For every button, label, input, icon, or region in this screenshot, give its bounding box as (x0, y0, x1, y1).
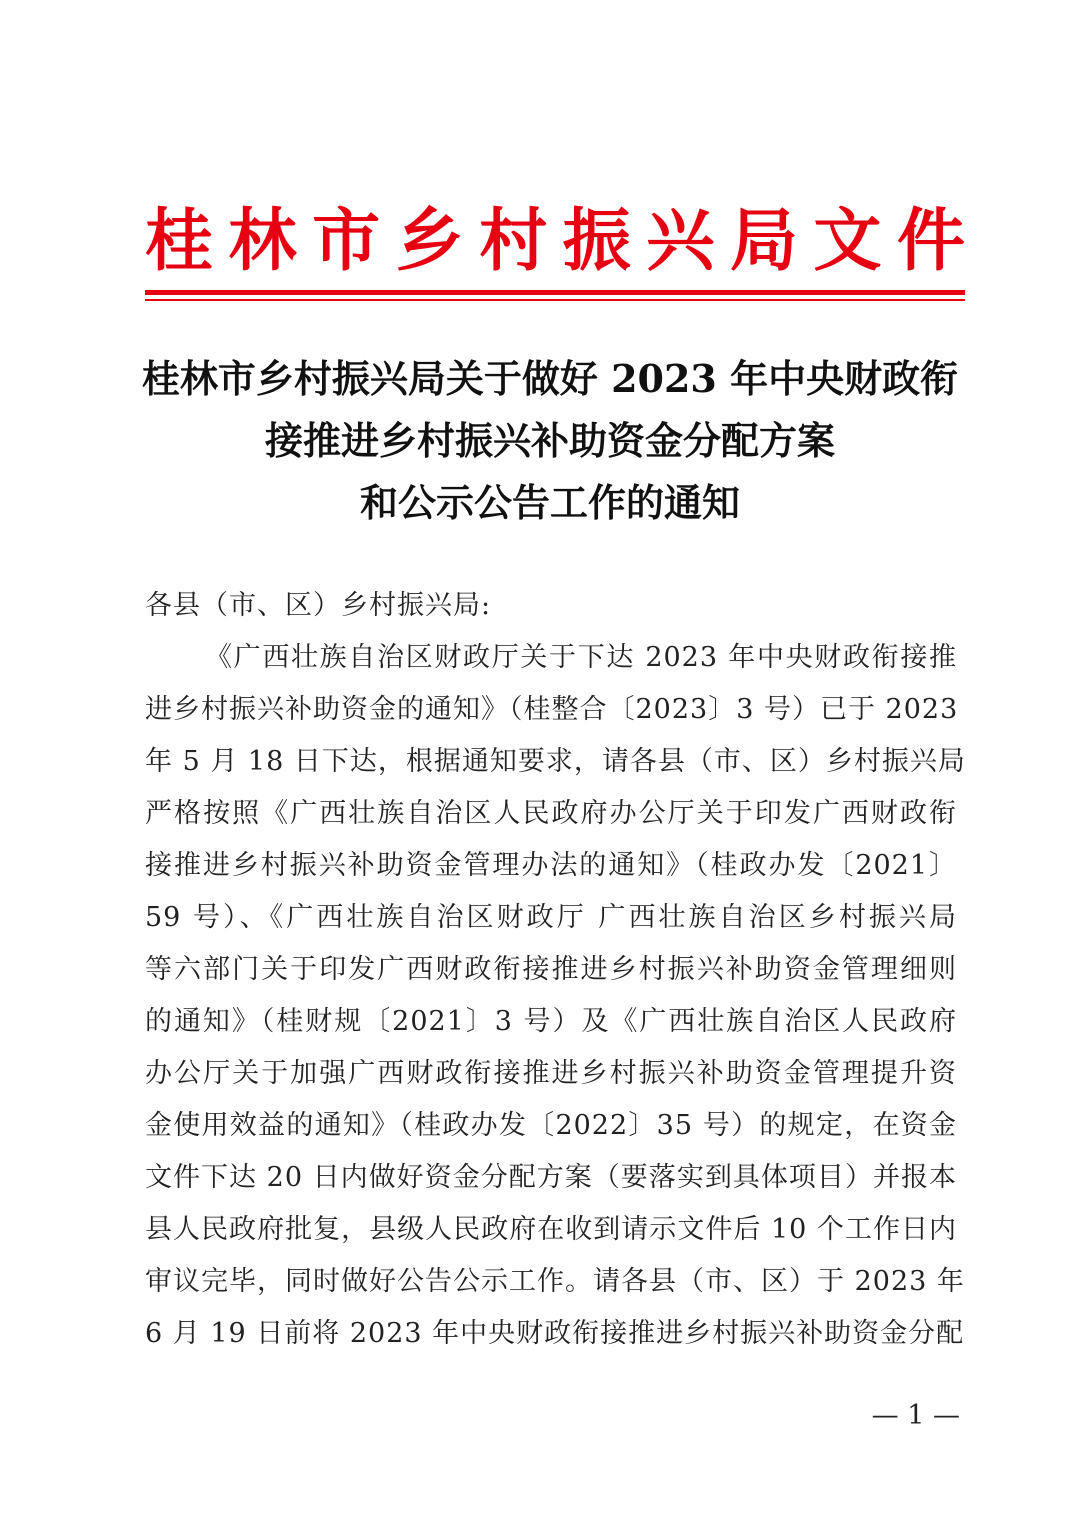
document-title-line-1: 桂林市乡村振兴局关于做好 2023 年中央财政衔 (141, 356, 959, 401)
body-line: 严格按照《广西壮族自治区人民政府办公厅关于印发广西财政衔 (145, 798, 957, 829)
body-line: 金使用效益的通知》（桂政办发〔2022〕35 号）的规定，在资金 (145, 1110, 957, 1141)
body-line: 接推进乡村振兴补助资金管理办法的通知》（桂政办发〔2021〕 (145, 850, 957, 881)
document-title-line-3: 和公示公告工作的通知 (359, 480, 740, 525)
red-header-rule-thick (145, 290, 965, 295)
body-line: 文件下达 20 日内做好资金分配方案（要落实到具体项目）并报本 (145, 1162, 957, 1193)
salutation: 各县（市、区）乡村振兴局: (145, 590, 492, 621)
body-line: 的通知》（桂财规〔2021〕3 号）及《广西壮族自治区人民政府 (145, 1006, 957, 1037)
red-header-rule-thin (145, 299, 965, 301)
body-line: 办公厅关于加强广西财政衔接推进乡村振兴补助资金管理提升资 (145, 1058, 957, 1089)
document-title-line-2: 接推进乡村振兴补助资金分配方案 (264, 418, 835, 463)
body-line: 等六部门关于印发广西财政衔接推进乡村振兴补助资金管理细则 (145, 954, 957, 985)
body-line: 审议完毕，同时做好公告公示工作。请各县（市、区）于 2023 年 (145, 1266, 965, 1297)
body-line: 59 号）、《广西壮族自治区财政厅 广西壮族自治区乡村振兴局 (145, 902, 957, 933)
issuer-header-title: 桂林市乡村振兴局文件 (145, 201, 965, 281)
document-title (100, 348, 1000, 534)
body-line: 县人民政府批复，县级人民政府在收到请示文件后 10 个工作日内 (145, 1214, 957, 1245)
body-line: 6 月 19 日前将 2023 年中央财政衔接推进乡村振兴补助资金分配 (145, 1318, 965, 1349)
body-line: 《广西壮族自治区财政厅关于下达 2023 年中央财政衔接推 (205, 642, 957, 673)
document-body (145, 580, 966, 1360)
page-number: — 1 — (871, 1400, 960, 1431)
body-line: 进乡村振兴补助资金的通知》（桂整合〔2023〕3 号）已于 2023 (145, 694, 959, 725)
body-line: 年 5 月 18 日下达，根据通知要求，请各县（市、区）乡村振兴局 (145, 746, 966, 777)
